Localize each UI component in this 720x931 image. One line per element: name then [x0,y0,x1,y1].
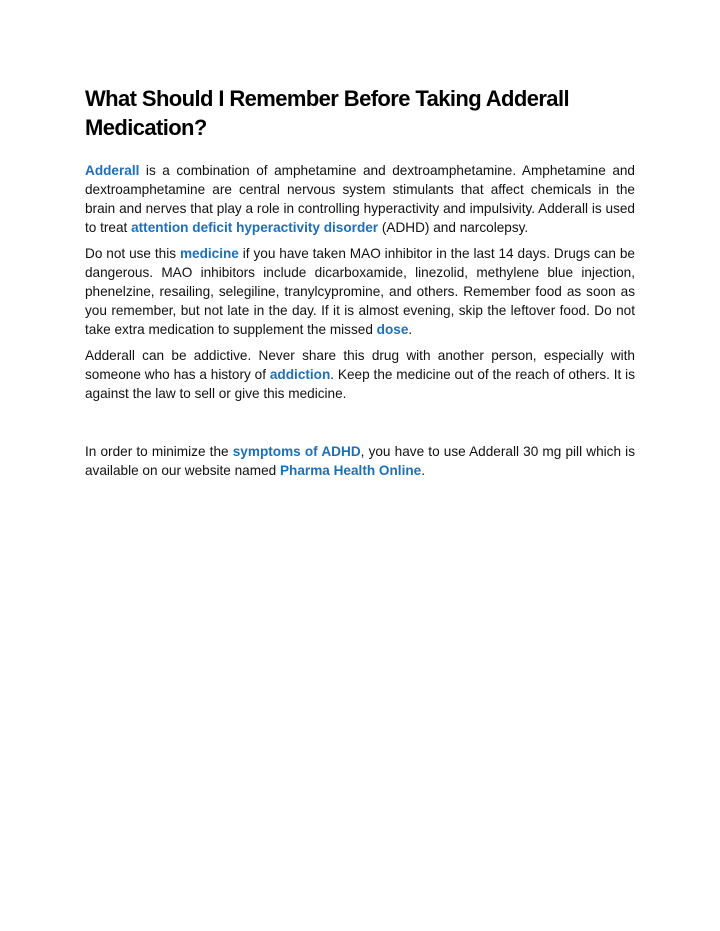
paragraph-text: is a combination of amphetamine and dextroamphetamine. Amphetamine and dextroamphetamine are central nervous system stimulants that affect chemicals in the brain and nerves that play a role in controlling hyperactivity and impulsivity. Adderall is used to treat [85,163,635,235]
paragraph-text: (ADHD) and narcolepsy. [378,220,529,235]
link-attention-deficit-hyperactivity-disorder[interactable]: attention deficit hyperactivity disorder [131,220,379,235]
paragraph-text: , you have to use Adderall 30 mg pill which is available on our website named [85,444,635,478]
link-medicine[interactable]: medicine [179,246,239,261]
paragraph-text: if you have taken MAO inhibitor in the last 14 days. Drugs can be dangerous. MAO inhibitors include dicarboxamide, linezolid, methylene blue injection, phenelzine, resailing, selegiline, tranylcypromine, and others. Remember food as soon as you remember, but not late in the day. If it is almost evening, skip the leftover food. Do not take extra medication to supplement the missed [85,246,635,337]
document-page [85,84,635,480]
link-addiction[interactable]: addiction [269,367,331,382]
paragraph-text: Adderall can be addictive. Never share this drug with another person, especially with someone who has a history of [85,348,635,382]
link-pharma-health-online[interactable]: Pharma Health Online [279,463,422,478]
paragraph-text: Do not use this [85,246,180,261]
link-symptoms-of-adhd[interactable]: symptoms of ADHD [232,444,361,459]
link-adderall[interactable]: Adderall [85,163,140,178]
page-title: What Should I Remember Before Taking Adderall Medication? [85,86,569,140]
paragraph-text: In order to minimize the [85,444,233,459]
paragraph-addiction [85,346,635,403]
paragraph-warnings [85,244,635,339]
paragraph-closing [85,442,635,480]
paragraph-text: . Keep the medicine out of the reach of others. It is against the law to sell or give this medicine. [85,367,635,401]
link-dose[interactable]: dose [376,322,409,337]
paragraph-text: . [408,322,413,337]
paragraph-text: . [421,463,426,478]
paragraph-intro [85,161,635,237]
